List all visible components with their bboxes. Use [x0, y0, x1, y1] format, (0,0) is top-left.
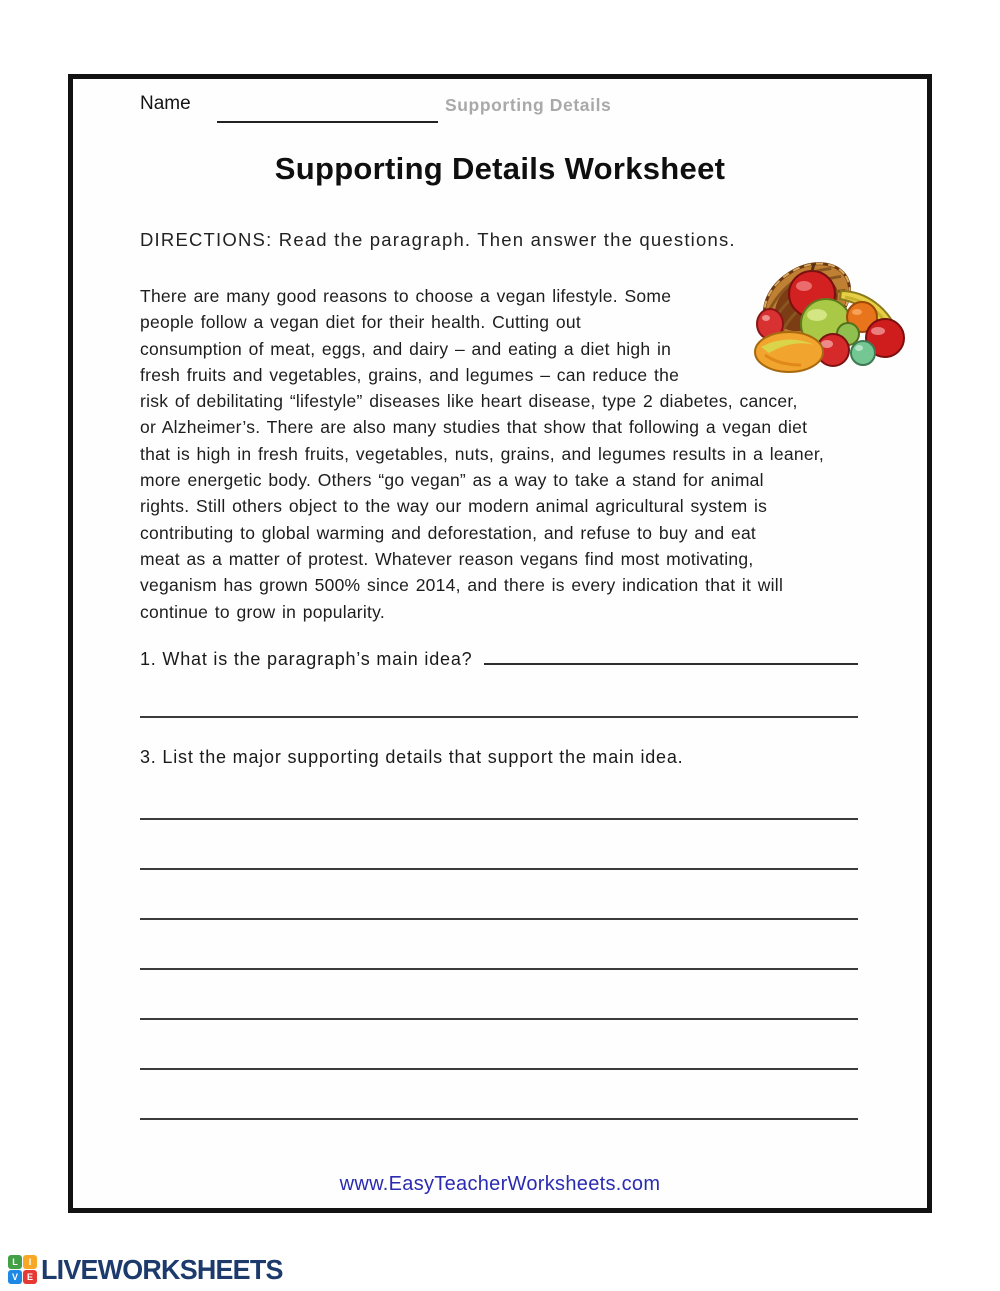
question-1-answer-blank[interactable]: [484, 647, 858, 665]
footer-website-link[interactable]: www.EasyTeacherWorksheets.com: [339, 1173, 661, 1195]
answer-line[interactable]: [140, 1118, 858, 1120]
answer-line[interactable]: [140, 818, 858, 820]
paragraph-line: fresh fruits and vegetables, grains, and legumes – can reduce the: [140, 364, 680, 385]
answer-line[interactable]: [140, 716, 858, 718]
paragraph-line: continue to grow in popularity.: [140, 601, 385, 622]
answer-line[interactable]: [140, 968, 858, 970]
answer-line[interactable]: [140, 868, 858, 870]
paragraph-line: meat as a matter of protest. Whatever reason vegans find most motivating,: [140, 548, 754, 569]
liveworksheets-logo-text: LIVEWORKSHEETS: [41, 1254, 283, 1285]
question-1-label: 1. What is the paragraph’s main idea?: [140, 649, 473, 669]
answer-line[interactable]: [140, 1068, 858, 1070]
paragraph-line: that is high in fresh fruits, vegetables, nuts, grains, and legumes results in a leaner,: [140, 443, 825, 464]
liveworksheets-logo[interactable]: [8, 1254, 293, 1286]
paragraph-line: rights. Still others object to the way our modern animal agricultural system is: [140, 496, 768, 517]
directions-text: DIRECTIONS: Read the paragraph. Then answer the questions.: [140, 229, 736, 250]
liveworksheets-logo-icon: [8, 1255, 38, 1285]
logo-square-l: L: [8, 1255, 22, 1269]
name-label: Name: [140, 93, 191, 114]
answer-line[interactable]: [140, 918, 858, 920]
paragraph-line: more energetic body. Others “go vegan” as a way to take a stand for animal: [140, 470, 764, 491]
logo-square-e: E: [23, 1270, 37, 1284]
logo-square-v: V: [8, 1270, 22, 1284]
page-border-frame: [68, 74, 932, 1213]
paragraph-line: There are many good reasons to choose a vegan lifestyle. Some: [140, 286, 672, 306]
name-answer-blank[interactable]: [217, 101, 438, 123]
paragraph-line: risk of debilitating “lifestyle” diseases like heart disease, type 2 diabetes, cancer,: [140, 391, 798, 412]
paragraph-line: or Alzheimer’s. There are also many studies that show that following a vegan diet: [140, 417, 808, 438]
question-1: [140, 647, 858, 670]
paragraph-line: consumption of meat, eggs, and dairy – and eating a diet high in: [140, 338, 672, 359]
logo-square-i: I: [23, 1255, 37, 1269]
paragraph-line: contributing to global warming and deforestation, and refuse to buy and eat: [140, 522, 757, 543]
page-title: Supporting Details Worksheet: [274, 151, 726, 186]
fruit-basket-illustration: [749, 261, 909, 373]
answer-line[interactable]: [140, 1018, 858, 1020]
paragraph-line: people follow a vegan diet for their health. Cutting out: [140, 312, 581, 333]
paragraph-line: veganism has grown 500% since 2014, and there is every indication that it will: [140, 575, 784, 596]
worksheet-tag-header: Supporting Details: [445, 95, 612, 115]
question-3-label: 3. List the major supporting details that support the main idea.: [140, 747, 684, 767]
